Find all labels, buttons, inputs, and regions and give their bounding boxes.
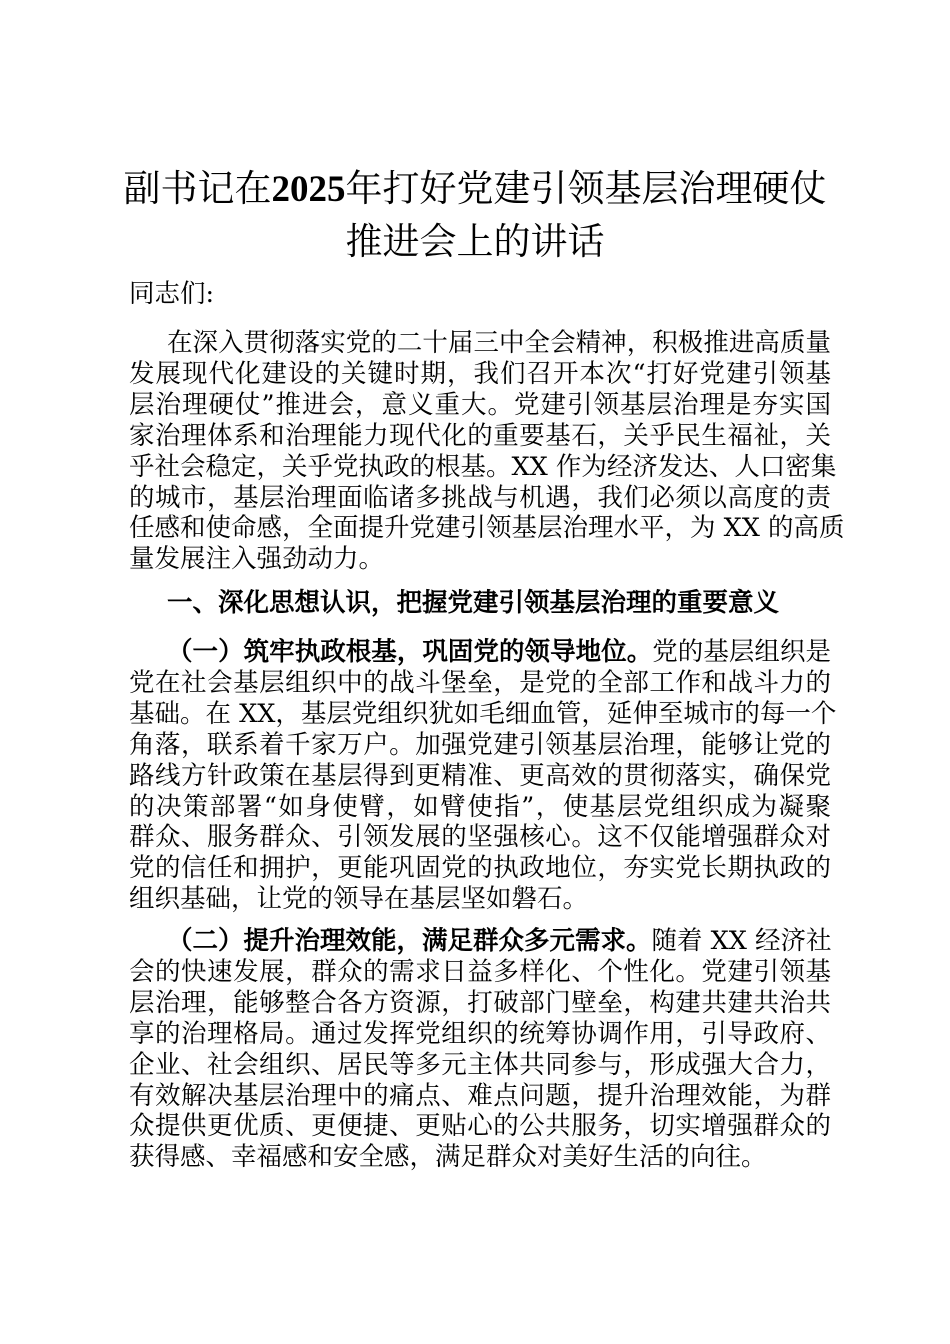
paragraph-line: 乎社会稳定，关乎党执政的根基。XX 作为经济发达、人口密集 xyxy=(129,451,837,482)
paragraph-line: 会的快速发展，群众的需求日益多样化、个性化。党建引领基 xyxy=(129,956,831,987)
paragraph-line xyxy=(129,637,831,668)
paragraph-line: 组织基础，让党的领导在基层坚如磐石。 xyxy=(129,884,589,915)
title-year: 2025 xyxy=(271,169,346,210)
title-line-1-prefix: 副书记在 xyxy=(123,167,272,210)
paragraph-line: 家治理体系和治理能力现代化的重要基石，关乎民生福祉，关 xyxy=(129,420,831,451)
subsection-title: （二）提升治理效能，满足群众多元需求。 xyxy=(167,926,652,956)
paragraph-line: 基础。在 XX，基层党组织犹如毛细血管，延伸至城市的每一个 xyxy=(129,698,837,729)
paragraph-line: 路线方针政策在基层得到更精准、更高效的贯彻落实，确保党 xyxy=(129,760,831,791)
paragraph-line: 享的治理格局。通过发挥党组织的统筹协调作用，引导政府、 xyxy=(129,1018,831,1049)
title-line-1-suffix: 年打好党建引领基层治理硬仗 xyxy=(345,167,827,210)
paragraph-line xyxy=(129,926,831,957)
salutation-text: 同志们: xyxy=(129,279,215,309)
paragraph-line: 层治理硬仗”推进会，意义重大。党建引领基层治理是夯实国 xyxy=(129,389,831,420)
paragraph-line: 党的信任和拥护，更能巩固党的执政地位，夯实党长期执政的 xyxy=(129,853,831,884)
section-heading-text: 一、深化思想认识，把握党建引领基层治理的重要意义 xyxy=(167,588,780,618)
paragraph-line: 党在社会基层组织中的战斗堡垒，是党的全部工作和战斗力的 xyxy=(129,667,831,698)
subsection-first-line-rest: 党的基层组织是 xyxy=(652,637,831,667)
paragraph-line: 发展现代化建设的关键时期，我们召开本次“打好党建引领基 xyxy=(129,358,831,389)
subsection-title: （一）筑牢执政根基，巩固党的领导地位。 xyxy=(167,637,653,667)
paragraph-line: 有效解决基层治理中的痛点、难点问题，提升治理效能，为群 xyxy=(129,1080,831,1111)
paragraph-line: 企业、社会组织、居民等多元主体共同参与，形成强大合力， xyxy=(129,1049,831,1080)
paragraph-intro xyxy=(129,328,845,575)
document-title xyxy=(118,163,832,268)
subsection-2 xyxy=(129,926,831,1173)
paragraph-line: 层治理，能够整合各方资源，打破部门壁垒，构建共建共治共 xyxy=(129,987,831,1018)
paragraph-line: 任感和使命感，全面提升党建引领基层治理水平，为 XX 的高质 xyxy=(129,513,845,544)
paragraph-line: 量发展注入强劲动力。 xyxy=(129,544,385,575)
paragraph-line: 众提供更优质、更便捷、更贴心的公共服务，切实增强群众的 xyxy=(129,1111,831,1142)
section-heading-1 xyxy=(129,588,831,619)
paragraph-line: 群众、服务群众、引领发展的坚强核心。这不仅能增强群众对 xyxy=(129,822,831,853)
paragraph-line: 的城市，基层治理面临诸多挑战与机遇，我们必须以高度的责 xyxy=(129,482,831,513)
subsection-1 xyxy=(129,637,837,915)
subsection-first-line-rest: 随着 XX 经济社 xyxy=(651,926,832,956)
salutation xyxy=(129,279,831,310)
title-line-1 xyxy=(118,163,832,216)
paragraph-line: 获得感、幸福感和安全感，满足群众对美好生活的向往。 xyxy=(129,1142,767,1173)
title-line-2: 推进会上的讲话 xyxy=(345,220,605,263)
paragraph-line: 角落，联系着千家万户。加强党建引领基层治理，能够让党的 xyxy=(129,729,831,760)
paragraph-line: 在深入贯彻落实党的二十届三中全会精神，积极推进高质量 xyxy=(167,328,831,358)
paragraph-line: 的决策部署“如身使臂，如臂使指”，使基层党组织成为凝聚 xyxy=(129,791,831,822)
